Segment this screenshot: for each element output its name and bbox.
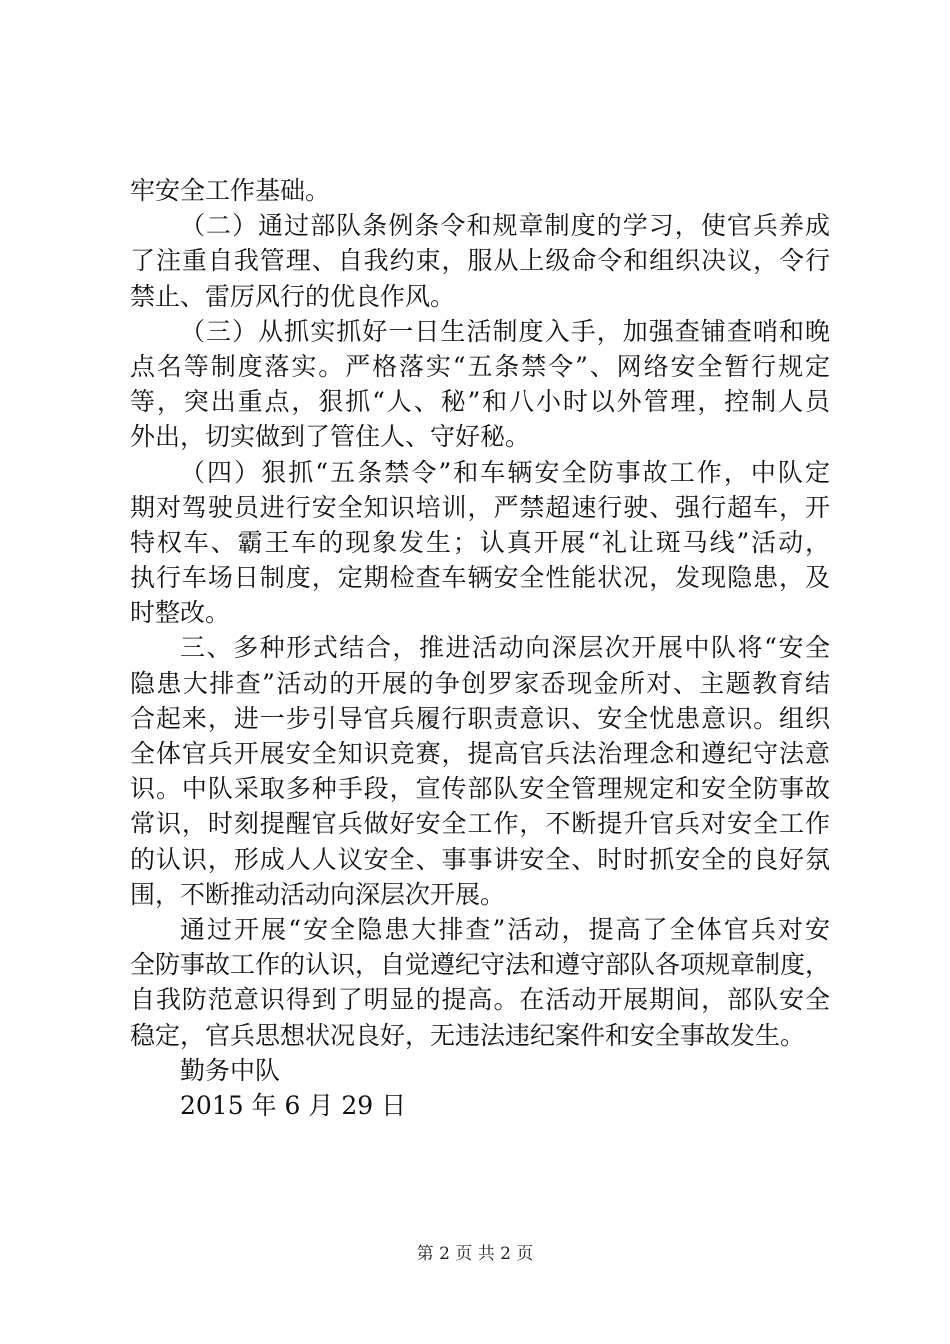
signature-date: 2015 年 6 月 29 日 [180,1090,407,1120]
text-line: 时整改。 [130,598,231,628]
text-line: 稳定，官兵思想状况良好，无违法违纪案件和安全事故发生。 [130,1020,806,1050]
text-line: 常识，时刻提醒官兵做好安全工作，不断提升官兵对安全工作 [130,809,830,839]
text-line: 了注重自我管理、自我约束，服从上级命令和组织决议，令行 [130,246,830,276]
text-line: （二）通过部队条例条令和规章制度的学习，使官兵养成 [180,211,830,241]
text-line: 三、多种形式结合，推进活动向深层次开展中队将“安全 [180,633,830,663]
text-line: 执行车场日制度，定期检查车辆安全性能状况，发现隐患，及 [130,563,830,593]
text-line: 围，不断推动活动向深层次开展。 [130,879,506,909]
page-footer: 第 2 页 共 2 页 [416,1244,534,1264]
text-line: 自我防范意识得到了明显的提高。在活动开展期间，部队安全 [130,985,830,1015]
text-line: 牢安全工作基础。 [130,176,331,205]
text-line: （四）狠抓“五条禁令”和车辆安全防事故工作，中队定 [180,457,830,487]
text-line: 的认识，形成人人议安全、事事讲安全、时时抓安全的良好氛 [130,844,830,874]
text-line: （三）从抓实抓好一日生活制度入手，加强查铺查哨和晚 [180,316,830,346]
text-line: 全体官兵开展安全知识竞赛，提高官兵法治理念和遵纪守法意 [130,739,830,768]
text-line: 禁止、雷厉风行的优良作风。 [130,281,456,311]
signature-unit: 勤务中队 [180,1055,281,1085]
text-line: 等，突出重点，狠抓“人、秘”和八小时以外管理，控制人员 [130,387,830,417]
text-line: 特权车、霸王车的现象发生；认真开展“礼让斑马线”活动， [130,527,830,557]
text-line: 识。中队采取多种手段，宣传部队安全管理规定和安全防事故 [130,774,830,804]
text-line: 合起来，进一步引导官兵履行职责意识、安全忧患意识。组织 [130,703,830,733]
text-line: 全防事故工作的认识，自觉遵纪守法和遵守部队各项规章制度， [130,950,831,980]
document-body [130,173,830,1123]
text-line: 隐患大排查”活动的开展的争创罗家岙现金所对、主题教育结 [130,668,830,698]
text-line: 通过开展“安全隐患大排查”活动，提高了全体官兵对安 [180,914,830,944]
text-line: 点名等制度落实。严格落实“五条禁令”、网络安全暂行规定 [130,351,830,381]
text-line: 外出，切实做到了管住人、守好秘。 [130,422,531,452]
text-line: 期对驾驶员进行安全知识培训，严禁超速行驶、强行超车，开 [130,492,830,522]
